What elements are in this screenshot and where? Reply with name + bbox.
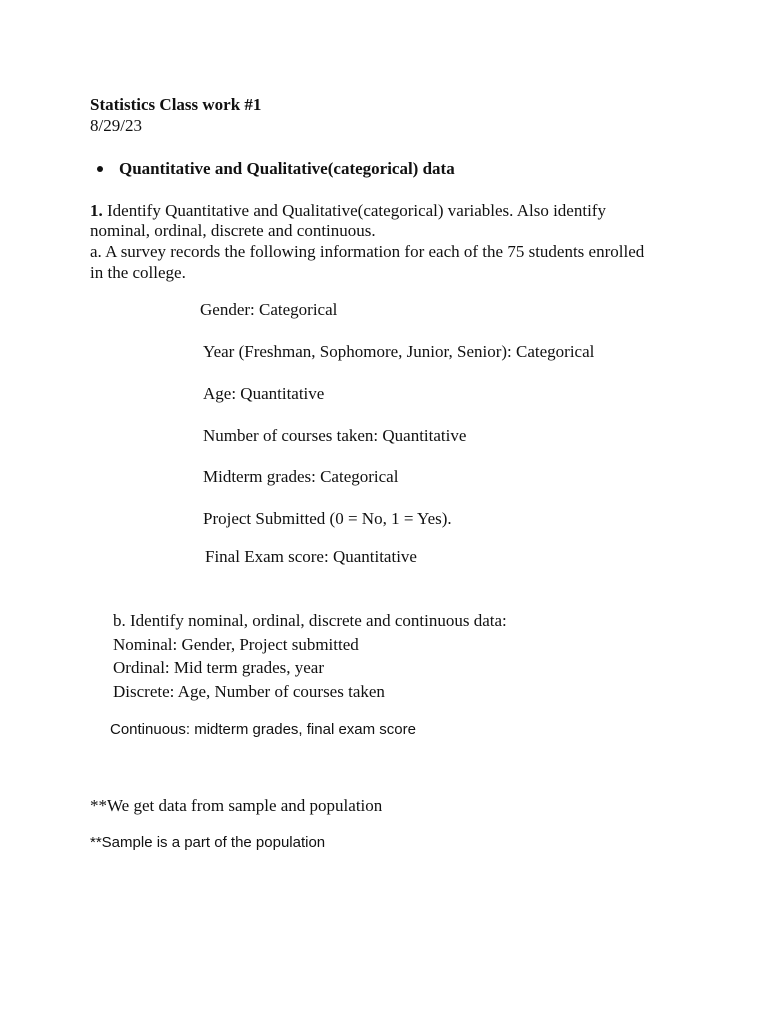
note-sample-population: **We get data from sample and population — [90, 796, 383, 815]
document-title: Statistics Class work #1 — [90, 95, 262, 114]
question-number: 1. — [90, 201, 103, 220]
topic-heading: Quantitative and Qualitative(categorical) data — [119, 159, 455, 178]
variable-item: Age: Quantitative — [203, 384, 325, 403]
variable-item: Midterm grades: Categorical — [203, 467, 399, 486]
question-prompt-line2: nominal, ordinal, discrete and continuous. — [90, 221, 376, 240]
part-a-line1: a. A survey records the following information for each of the 75 students enrolled — [90, 242, 645, 261]
part-b-discrete: Discrete: Age, Number of courses taken — [113, 682, 385, 701]
part-b-heading: b. Identify nominal, ordinal, discrete and continuous data: — [113, 611, 507, 630]
variable-item: Final Exam score: Quantitative — [205, 547, 417, 566]
question-1-prompt — [90, 200, 606, 221]
document-date: 8/29/23 — [90, 116, 142, 135]
question-prompt-line1: Identify Quantitative and Qualitative(categorical) variables. Also identify — [102, 201, 606, 220]
variable-item: Number of courses taken: Quantitative — [203, 426, 467, 445]
part-a-line2: in the college. — [90, 263, 186, 282]
variable-item: Year (Freshman, Sophomore, Junior, Senior): Categorical — [203, 342, 595, 361]
part-b-nominal: Nominal: Gender, Project submitted — [113, 635, 359, 654]
part-b-ordinal: Ordinal: Mid term grades, year — [113, 658, 325, 677]
part-b-continuous: Continuous: midterm grades, final exam score — [110, 721, 416, 738]
variable-item: Project Submitted (0 = No, 1 = Yes). — [203, 509, 452, 528]
variable-item: Gender: Categorical — [200, 300, 338, 319]
bullet-icon — [97, 166, 103, 172]
note-sample-definition: **Sample is a part of the population — [90, 834, 326, 851]
